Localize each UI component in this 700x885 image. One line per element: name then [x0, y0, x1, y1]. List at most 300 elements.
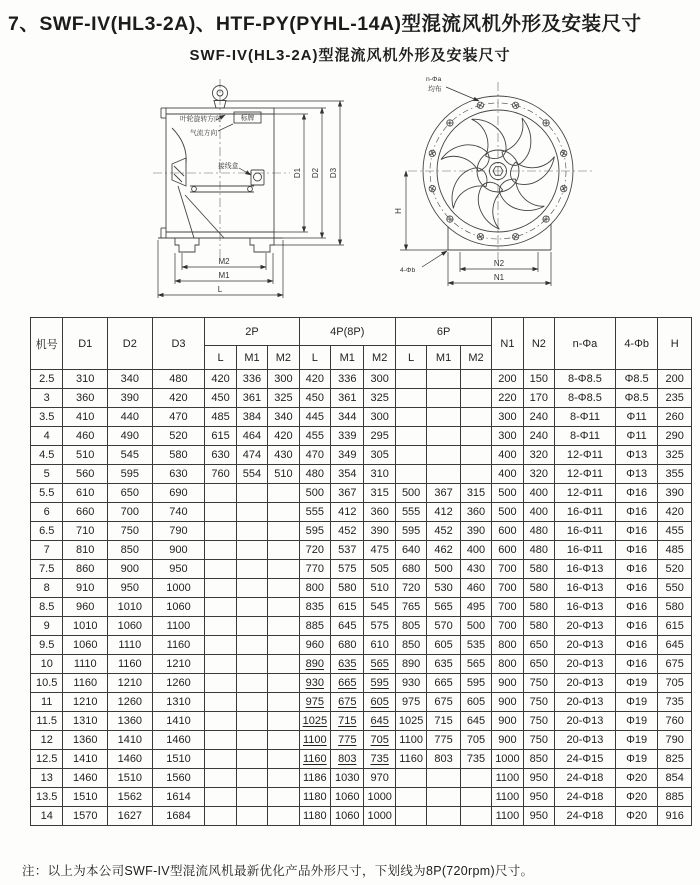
table-cell — [236, 674, 267, 693]
table-cell: 480 — [523, 541, 554, 560]
table-cell: 700 — [492, 560, 523, 579]
table-cell: 610 — [364, 636, 395, 655]
table-cell: 520 — [152, 427, 205, 446]
table-cell: 7 — [31, 541, 63, 560]
table-cell: 336 — [236, 370, 267, 389]
table-cell: 635 — [427, 655, 460, 674]
table-cell — [236, 484, 267, 503]
table-cell: 680 — [395, 560, 426, 579]
table-cell: 1510 — [152, 750, 205, 769]
table-cell: 605 — [427, 636, 460, 655]
table-cell — [205, 693, 236, 712]
table-cell — [268, 769, 299, 788]
table-cell: 420 — [152, 389, 205, 408]
table-cell: 400 — [460, 541, 491, 560]
underlined-8p-value: 705 — [370, 733, 389, 746]
table-row — [31, 769, 692, 788]
table-cell: 650 — [108, 484, 153, 503]
table-cell: 420 — [268, 427, 299, 446]
table-cell — [427, 769, 460, 788]
table-cell: 1060 — [331, 807, 364, 826]
table-cell — [205, 674, 236, 693]
table-cell: 12.5 — [31, 750, 63, 769]
table-cell: 700 — [492, 598, 523, 617]
table-cell: 555 — [299, 503, 330, 522]
table-cell — [236, 655, 267, 674]
table-cell: 1460 — [108, 750, 153, 769]
dim-label-l: L — [217, 285, 223, 294]
table-cell: 705 — [460, 731, 491, 750]
table-cell: 320 — [523, 446, 554, 465]
table-cell: 1210 — [108, 674, 153, 693]
evenly-spaced-label: 均布 — [428, 86, 442, 93]
table-cell: 545 — [364, 598, 395, 617]
table-cell: 420 — [205, 370, 236, 389]
sub-header-m2: M2 — [268, 346, 299, 370]
page-title: 7、SWF-IV(HL3-2A)、HTF-PY(PYHL-14A)型混流风机外形及安装尺寸 — [8, 13, 642, 35]
table-cell: 675 — [427, 693, 460, 712]
table-cell: 916 — [658, 807, 692, 826]
table-cell: 12-Φ11 — [555, 446, 616, 465]
table-cell — [299, 712, 330, 731]
table-cell: 1060 — [63, 636, 108, 655]
table-cell: 430 — [268, 446, 299, 465]
table-cell: 900 — [492, 731, 523, 750]
table-cell: 645 — [658, 636, 692, 655]
table-cell: 485 — [658, 541, 692, 560]
table-cell: 570 — [427, 617, 460, 636]
table-cell — [299, 750, 330, 769]
underlined-8p-value: 565 — [370, 657, 389, 670]
table-cell — [268, 598, 299, 617]
table-cell: 580 — [331, 579, 364, 598]
table-cell: 580 — [152, 446, 205, 465]
table-cell: 1360 — [63, 731, 108, 750]
table-cell: 600 — [492, 522, 523, 541]
table-cell: 1110 — [108, 636, 153, 655]
table-cell: 600 — [492, 541, 523, 560]
table-cell: Φ8.5 — [615, 389, 658, 408]
table-cell: Φ19 — [615, 712, 658, 731]
group-header-6p: 6P — [395, 318, 491, 346]
table-cell: 690 — [152, 484, 205, 503]
table-cell: 505 — [364, 560, 395, 579]
table-cell — [299, 674, 330, 693]
table-cell: 1627 — [108, 807, 153, 826]
table-cell — [205, 484, 236, 503]
table-cell: 5.5 — [31, 484, 63, 503]
table-row — [31, 750, 692, 769]
table-cell: 1025 — [395, 712, 426, 731]
table-cell: 595 — [299, 522, 330, 541]
table-cell: 349 — [331, 446, 364, 465]
table-cell: 1460 — [63, 769, 108, 788]
table-cell: 790 — [152, 522, 205, 541]
table-cell — [460, 427, 491, 446]
table-cell: 1100 — [152, 617, 205, 636]
table-cell: 6 — [31, 503, 63, 522]
table-cell — [236, 541, 267, 560]
underlined-8p-value: 1100 — [303, 733, 327, 746]
table-cell: 400 — [523, 484, 554, 503]
table-cell — [236, 712, 267, 731]
table-cell: 11 — [31, 693, 63, 712]
table-cell: 715 — [427, 712, 460, 731]
table-cell: 580 — [523, 579, 554, 598]
table-cell: 420 — [658, 503, 692, 522]
table-cell: 495 — [460, 598, 491, 617]
table-cell: 260 — [658, 408, 692, 427]
table-cell — [205, 522, 236, 541]
col-header-model: 机号 — [31, 318, 63, 370]
table-cell — [395, 769, 426, 788]
table-cell: 500 — [492, 503, 523, 522]
table-cell — [460, 446, 491, 465]
table-cell: 455 — [658, 522, 692, 541]
table-cell — [205, 617, 236, 636]
table-cell: 900 — [152, 541, 205, 560]
table-cell: 950 — [152, 560, 205, 579]
table-cell: 3.5 — [31, 408, 63, 427]
table-cell: 1460 — [152, 731, 205, 750]
table-cell: 1180 — [299, 807, 330, 826]
table-cell — [268, 693, 299, 712]
table-cell: 2.5 — [31, 370, 63, 389]
dim-label-d1: D1 — [293, 167, 302, 179]
table-cell: 545 — [108, 446, 153, 465]
table-cell: 464 — [236, 427, 267, 446]
table-cell: 710 — [63, 522, 108, 541]
table-cell: 320 — [523, 465, 554, 484]
table-cell: 361 — [331, 389, 364, 408]
table-cell: 8-Φ11 — [555, 427, 616, 446]
table-cell: 240 — [523, 427, 554, 446]
table-cell: 20-Φ13 — [555, 712, 616, 731]
table-cell: 325 — [268, 389, 299, 408]
table-cell: 8.5 — [31, 598, 63, 617]
table-row — [31, 465, 692, 484]
table-cell — [460, 807, 491, 826]
col-header-d3: D3 — [152, 318, 205, 370]
table-cell: 150 — [523, 370, 554, 389]
table-cell: 700 — [492, 579, 523, 598]
table-cell: 400 — [492, 446, 523, 465]
table-cell — [236, 617, 267, 636]
table-cell: 750 — [523, 674, 554, 693]
table-cell: 20-Φ13 — [555, 636, 616, 655]
table-cell: 630 — [152, 465, 205, 484]
table-row — [31, 522, 692, 541]
table-cell: 615 — [658, 617, 692, 636]
table-cell — [268, 503, 299, 522]
table-cell: 16-Φ11 — [555, 503, 616, 522]
table-cell: 367 — [427, 484, 460, 503]
table-row — [31, 560, 692, 579]
underlined-8p-value: 1025 — [302, 714, 328, 727]
base-holes-label: 4-Φb — [400, 267, 416, 274]
drawings-area — [0, 68, 700, 313]
table-cell: 361 — [236, 389, 267, 408]
table-cell: 850 — [395, 636, 426, 655]
table-cell — [268, 712, 299, 731]
table-cell: 8 — [31, 579, 63, 598]
table-cell — [268, 522, 299, 541]
table-cell: 24-Φ18 — [555, 788, 616, 807]
table-cell: 13.5 — [31, 788, 63, 807]
table-cell: 170 — [523, 389, 554, 408]
table-cell: 480 — [523, 522, 554, 541]
table-cell: 7.5 — [31, 560, 63, 579]
table-cell — [364, 693, 395, 712]
table-cell: 580 — [523, 560, 554, 579]
table-cell: 360 — [460, 503, 491, 522]
table-cell — [460, 370, 491, 389]
table-cell: 630 — [205, 446, 236, 465]
sub-header-l: L — [205, 346, 236, 370]
table-row — [31, 408, 692, 427]
table-cell — [427, 427, 460, 446]
table-cell: 930 — [395, 674, 426, 693]
table-cell — [205, 579, 236, 598]
table-cell — [205, 769, 236, 788]
table-cell: 1100 — [395, 731, 426, 750]
table-cell: 490 — [108, 427, 153, 446]
table-cell: 200 — [658, 370, 692, 389]
table-cell — [268, 617, 299, 636]
table-cell: 650 — [523, 636, 554, 655]
table-row — [31, 503, 692, 522]
table-cell — [268, 541, 299, 560]
table-cell: 950 — [523, 769, 554, 788]
table-cell — [427, 788, 460, 807]
table-cell: 1684 — [152, 807, 205, 826]
table-row — [31, 731, 692, 750]
table-cell: 680 — [331, 636, 364, 655]
table-cell: 803 — [427, 750, 460, 769]
table-cell: 400 — [523, 503, 554, 522]
table-cell: 336 — [331, 370, 364, 389]
table-row — [31, 427, 692, 446]
table-cell: Φ19 — [615, 750, 658, 769]
table-cell — [395, 788, 426, 807]
table-cell: Φ19 — [615, 731, 658, 750]
table-cell: 1310 — [152, 693, 205, 712]
table-cell: 300 — [268, 370, 299, 389]
table-cell — [236, 750, 267, 769]
table-cell: 325 — [658, 446, 692, 465]
table-cell — [299, 693, 330, 712]
table-cell: 13 — [31, 769, 63, 788]
table-cell: 24-Φ18 — [555, 769, 616, 788]
table-cell: 510 — [268, 465, 299, 484]
table-cell: 12-Φ11 — [555, 465, 616, 484]
table-cell — [395, 389, 426, 408]
table-cell — [395, 427, 426, 446]
table-cell: 10.5 — [31, 674, 63, 693]
table-row — [31, 370, 692, 389]
table-cell: 1210 — [152, 655, 205, 674]
table-cell — [364, 674, 395, 693]
table-cell: 480 — [299, 465, 330, 484]
table-cell: 1000 — [492, 750, 523, 769]
table-cell: 500 — [427, 560, 460, 579]
table-cell: 1570 — [63, 807, 108, 826]
table-cell: 290 — [658, 427, 692, 446]
table-cell: 554 — [236, 465, 267, 484]
table-cell: 1010 — [63, 617, 108, 636]
table-cell: 660 — [63, 503, 108, 522]
table-cell: 474 — [236, 446, 267, 465]
table-cell: 16-Φ13 — [555, 579, 616, 598]
table-cell: 20-Φ13 — [555, 655, 616, 674]
table-cell: Φ20 — [615, 769, 658, 788]
table-cell: 860 — [63, 560, 108, 579]
underlined-8p-value: 975 — [305, 695, 325, 708]
table-cell: 16-Φ11 — [555, 522, 616, 541]
table-cell: 220 — [492, 389, 523, 408]
table-cell: 750 — [523, 731, 554, 750]
table-cell: 790 — [658, 731, 692, 750]
table-cell — [205, 731, 236, 750]
table-cell: 565 — [460, 655, 491, 674]
table-cell: 340 — [108, 370, 153, 389]
table-cell: 1614 — [152, 788, 205, 807]
table-cell — [236, 731, 267, 750]
table-cell — [427, 408, 460, 427]
table-row — [31, 617, 692, 636]
table-cell: 910 — [63, 579, 108, 598]
table-cell: Φ19 — [615, 674, 658, 693]
table-cell — [236, 636, 267, 655]
table-row — [31, 788, 692, 807]
table-cell: 390 — [364, 522, 395, 541]
table-row — [31, 389, 692, 408]
table-cell — [331, 731, 364, 750]
sub-header-l: L — [395, 346, 426, 370]
table-cell: 550 — [658, 579, 692, 598]
table-cell: 1410 — [152, 712, 205, 731]
table-cell — [236, 807, 267, 826]
table-cell: 455 — [299, 427, 330, 446]
footnote: 注：以上为本公司SWF-IV型混流风机最新优化产品外形尺寸，下划线为8P(720rpm)尺寸。 — [22, 864, 534, 878]
rotation-direction-label: 叶轮旋转方向 — [180, 116, 221, 123]
table-row — [31, 541, 692, 560]
table-cell: 805 — [395, 617, 426, 636]
table-cell: 300 — [364, 370, 395, 389]
table-cell: 360 — [364, 503, 395, 522]
underlined-8p-value: 775 — [338, 733, 357, 746]
table-cell: 595 — [108, 465, 153, 484]
table-cell: 354 — [331, 465, 364, 484]
table-cell — [236, 769, 267, 788]
table-cell — [205, 807, 236, 826]
sub-header-m1: M1 — [236, 346, 267, 370]
table-cell: 580 — [658, 598, 692, 617]
table-cell: 9 — [31, 617, 63, 636]
table-cell — [460, 465, 491, 484]
table-cell: 900 — [492, 712, 523, 731]
underlined-8p-value: 930 — [305, 676, 325, 689]
fan-table-body — [31, 370, 692, 826]
underlined-8p-value: 605 — [370, 695, 389, 708]
table-cell: 315 — [364, 484, 395, 503]
table-cell: 510 — [364, 579, 395, 598]
table-cell: 595 — [460, 674, 491, 693]
table-cell: 4.5 — [31, 446, 63, 465]
table-cell: 705 — [658, 674, 692, 693]
dimension-table — [30, 317, 692, 826]
table-cell: Φ16 — [615, 522, 658, 541]
table-cell: 300 — [364, 408, 395, 427]
table-cell: 8-Φ8.5 — [555, 389, 616, 408]
table-cell: 470 — [152, 408, 205, 427]
table-cell: 900 — [108, 560, 153, 579]
table-cell — [268, 674, 299, 693]
table-cell: 645 — [460, 712, 491, 731]
table-cell: 4 — [31, 427, 63, 446]
table-cell: 310 — [63, 370, 108, 389]
table-cell: Φ16 — [615, 636, 658, 655]
table-cell: 9.5 — [31, 636, 63, 655]
table-cell — [395, 370, 426, 389]
airflow-direction-label: 气流方向 — [190, 130, 218, 137]
table-cell: 300 — [492, 408, 523, 427]
dim-label-m2: M2 — [218, 257, 230, 266]
table-cell — [268, 807, 299, 826]
table-cell: 480 — [152, 370, 205, 389]
table-cell — [364, 750, 395, 769]
table-cell — [364, 655, 395, 674]
table-cell: 355 — [658, 465, 692, 484]
table-cell: 452 — [331, 522, 364, 541]
table-cell — [205, 655, 236, 674]
table-cell — [331, 674, 364, 693]
table-cell: 650 — [523, 655, 554, 674]
underlined-8p-value: 665 — [338, 676, 357, 689]
table-cell — [236, 503, 267, 522]
sub-header-m2: M2 — [364, 346, 395, 370]
table-row — [31, 655, 692, 674]
table-cell — [427, 370, 460, 389]
nameplate-label: 标牌 — [240, 115, 255, 122]
table-cell: 420 — [299, 370, 330, 389]
sub-header-m2: M2 — [460, 346, 491, 370]
table-cell: 8-Φ8.5 — [555, 370, 616, 389]
table-cell: 200 — [492, 370, 523, 389]
underlined-8p-value: 890 — [305, 657, 325, 670]
table-cell: 1560 — [152, 769, 205, 788]
table-cell: 520 — [658, 560, 692, 579]
table-cell: 1160 — [395, 750, 426, 769]
table-cell: 850 — [108, 541, 153, 560]
table-cell — [205, 503, 236, 522]
dim-label-h: H — [394, 208, 403, 214]
table-cell: 452 — [427, 522, 460, 541]
table-cell — [205, 712, 236, 731]
table-cell: 615 — [205, 427, 236, 446]
table-cell: 750 — [108, 522, 153, 541]
table-row — [31, 674, 692, 693]
table-cell: 975 — [395, 693, 426, 712]
group-header-4p8p: 4P(8P) — [299, 318, 395, 346]
junction-box-label: 接线盒 — [218, 163, 239, 170]
table-cell: Φ19 — [615, 693, 658, 712]
table-cell — [395, 465, 426, 484]
table-cell: 462 — [427, 541, 460, 560]
table-cell: 645 — [331, 617, 364, 636]
table-row — [31, 712, 692, 731]
table-cell: 1180 — [299, 788, 330, 807]
